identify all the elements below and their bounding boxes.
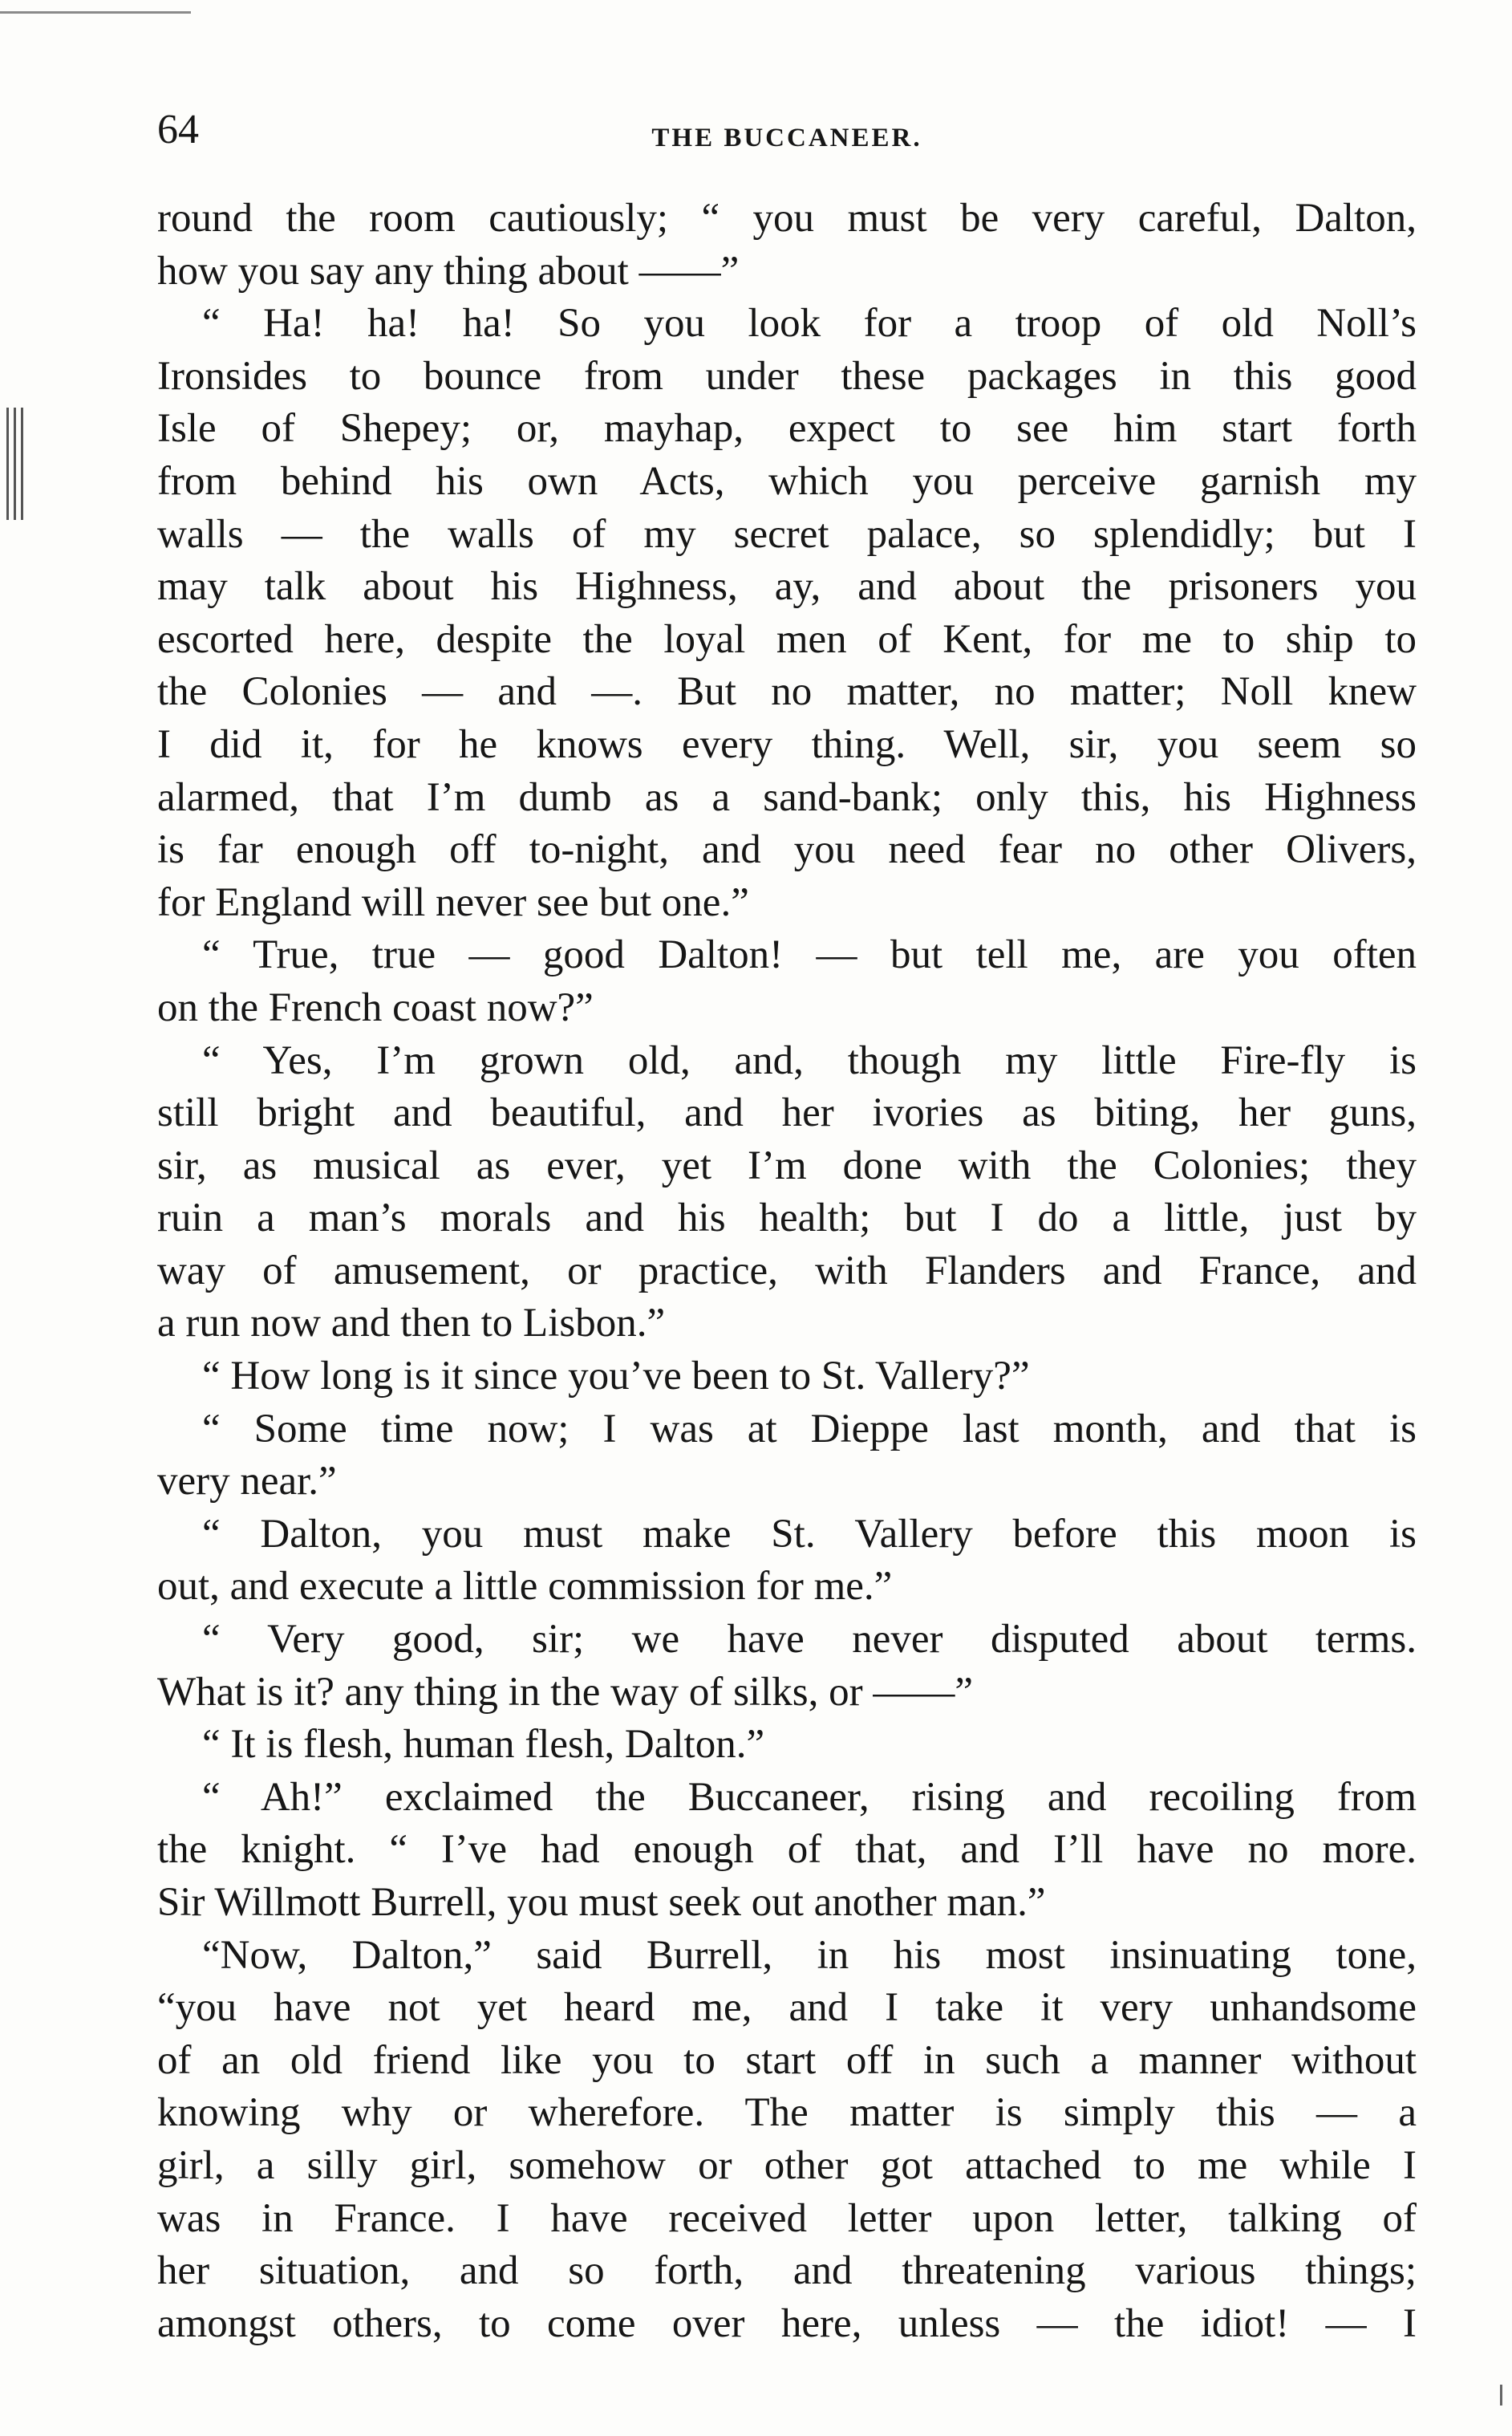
text-line: knowing why or wherefore. The matter is simply this — a	[157, 2090, 1417, 2136]
text-line: sir, as musical as ever, yet I’m done with the Colonies; they	[157, 1143, 1417, 1188]
top-edge-rule	[0, 11, 191, 14]
text-line: how you say any thing about ——”	[157, 248, 740, 294]
text-line: the knight. “ I’ve had enough of that, and I’ll have no more.	[157, 1827, 1417, 1873]
text-line: may talk about his Highness, ay, and about the prisoners you	[157, 564, 1417, 610]
text-line: on the French coast now?”	[157, 985, 594, 1030]
text-line: “ It is flesh, human flesh, Dalton.”	[202, 1722, 765, 1768]
text-line: still bright and beautiful, and her ivories as biting, her guns,	[157, 1090, 1417, 1136]
text-line: from behind his own Acts, which you perceive garnish my	[157, 458, 1417, 504]
text-line: amongst others, to come over here, unless — the idiot! — I	[157, 2300, 1417, 2346]
text-line: “ Ha! ha! ha! So you look for a troop of old Noll’s	[202, 301, 1417, 347]
text-line: very near.”	[157, 1459, 337, 1504]
running-title: THE BUCCANEER.	[651, 124, 922, 152]
text-line: I did it, for he knows every thing. Well, sir, you seem so	[157, 721, 1417, 767]
text-line: “Now, Dalton,” said Burrell, in his most insinuating tone,	[202, 1932, 1417, 1978]
text-line: Ironsides to bounce from under these packages in this good	[157, 353, 1417, 399]
text-line: “ How long is it since you’ve been to St. Vallery?”	[202, 1354, 1030, 1399]
text-line: a run now and then to Lisbon.”	[157, 1301, 666, 1346]
text-line: “you have not yet heard me, and I take it very unhandsome	[157, 1985, 1417, 2031]
text-line: round the room cautiously; “ you must be very careful, Dalton,	[157, 196, 1417, 241]
text-line: Isle of Shepey; or, mayhap, expect to see him start forth	[157, 406, 1417, 452]
binding-margin-marks	[6, 408, 24, 520]
text-line: alarmed, that I’m dumb as a sand-bank; only this, his Highness	[157, 774, 1417, 820]
running-head	[157, 96, 1417, 160]
text-line: way of amusement, or practice, with Flanders and France, and	[157, 1248, 1417, 1293]
text-line: “ Dalton, you must make St. Vallery before this moon is	[202, 1511, 1417, 1557]
text-line: “ True, true — good Dalton! — but tell me, are you often	[202, 932, 1417, 978]
text-line: was in France. I have received letter upon letter, talking of	[157, 2195, 1417, 2241]
text-line: for England will never see but one.”	[157, 879, 749, 925]
text-line: her situation, and so forth, and threatening various things;	[157, 2248, 1417, 2294]
text-line: walls — the walls of my secret palace, so splendidly; but I	[157, 511, 1417, 557]
body-text	[157, 193, 1417, 2350]
text-line: girl, a silly girl, somehow or other got attached to me while I	[157, 2142, 1417, 2188]
text-line: “ Ah!” exclaimed the Buccaneer, rising and recoiling from	[202, 1774, 1417, 1820]
text-line: Sir Willmott Burrell, you must seek out another man.”	[157, 1880, 1046, 1925]
text-line: of an old friend like you to start off in such a manner without	[157, 2037, 1417, 2083]
text-line: “ Some time now; I was at Dieppe last month, and that is	[202, 1406, 1417, 1451]
text-line: escorted here, despite the loyal men of Kent, for me to ship to	[157, 616, 1417, 662]
text-line: “ Very good, sir; we have never disputed about terms.	[202, 1617, 1417, 1663]
text-line: ruin a man’s morals and his health; but I do a little, just by	[157, 1196, 1417, 1241]
page-number: 64	[157, 107, 199, 152]
page-edge-mark	[1500, 2385, 1502, 2406]
text-line: out, and execute a little commission for me.”	[157, 1564, 893, 1610]
text-line: What is it? any thing in the way of silks, or ——”	[157, 1669, 973, 1715]
text-line: “ Yes, I’m grown old, and, though my little Fire-fly is	[202, 1037, 1417, 1083]
text-line: the Colonies — and —. But no matter, no matter; Noll knew	[157, 669, 1417, 715]
text-line: is far enough off to-night, and you need fear no other Olivers,	[157, 827, 1417, 873]
